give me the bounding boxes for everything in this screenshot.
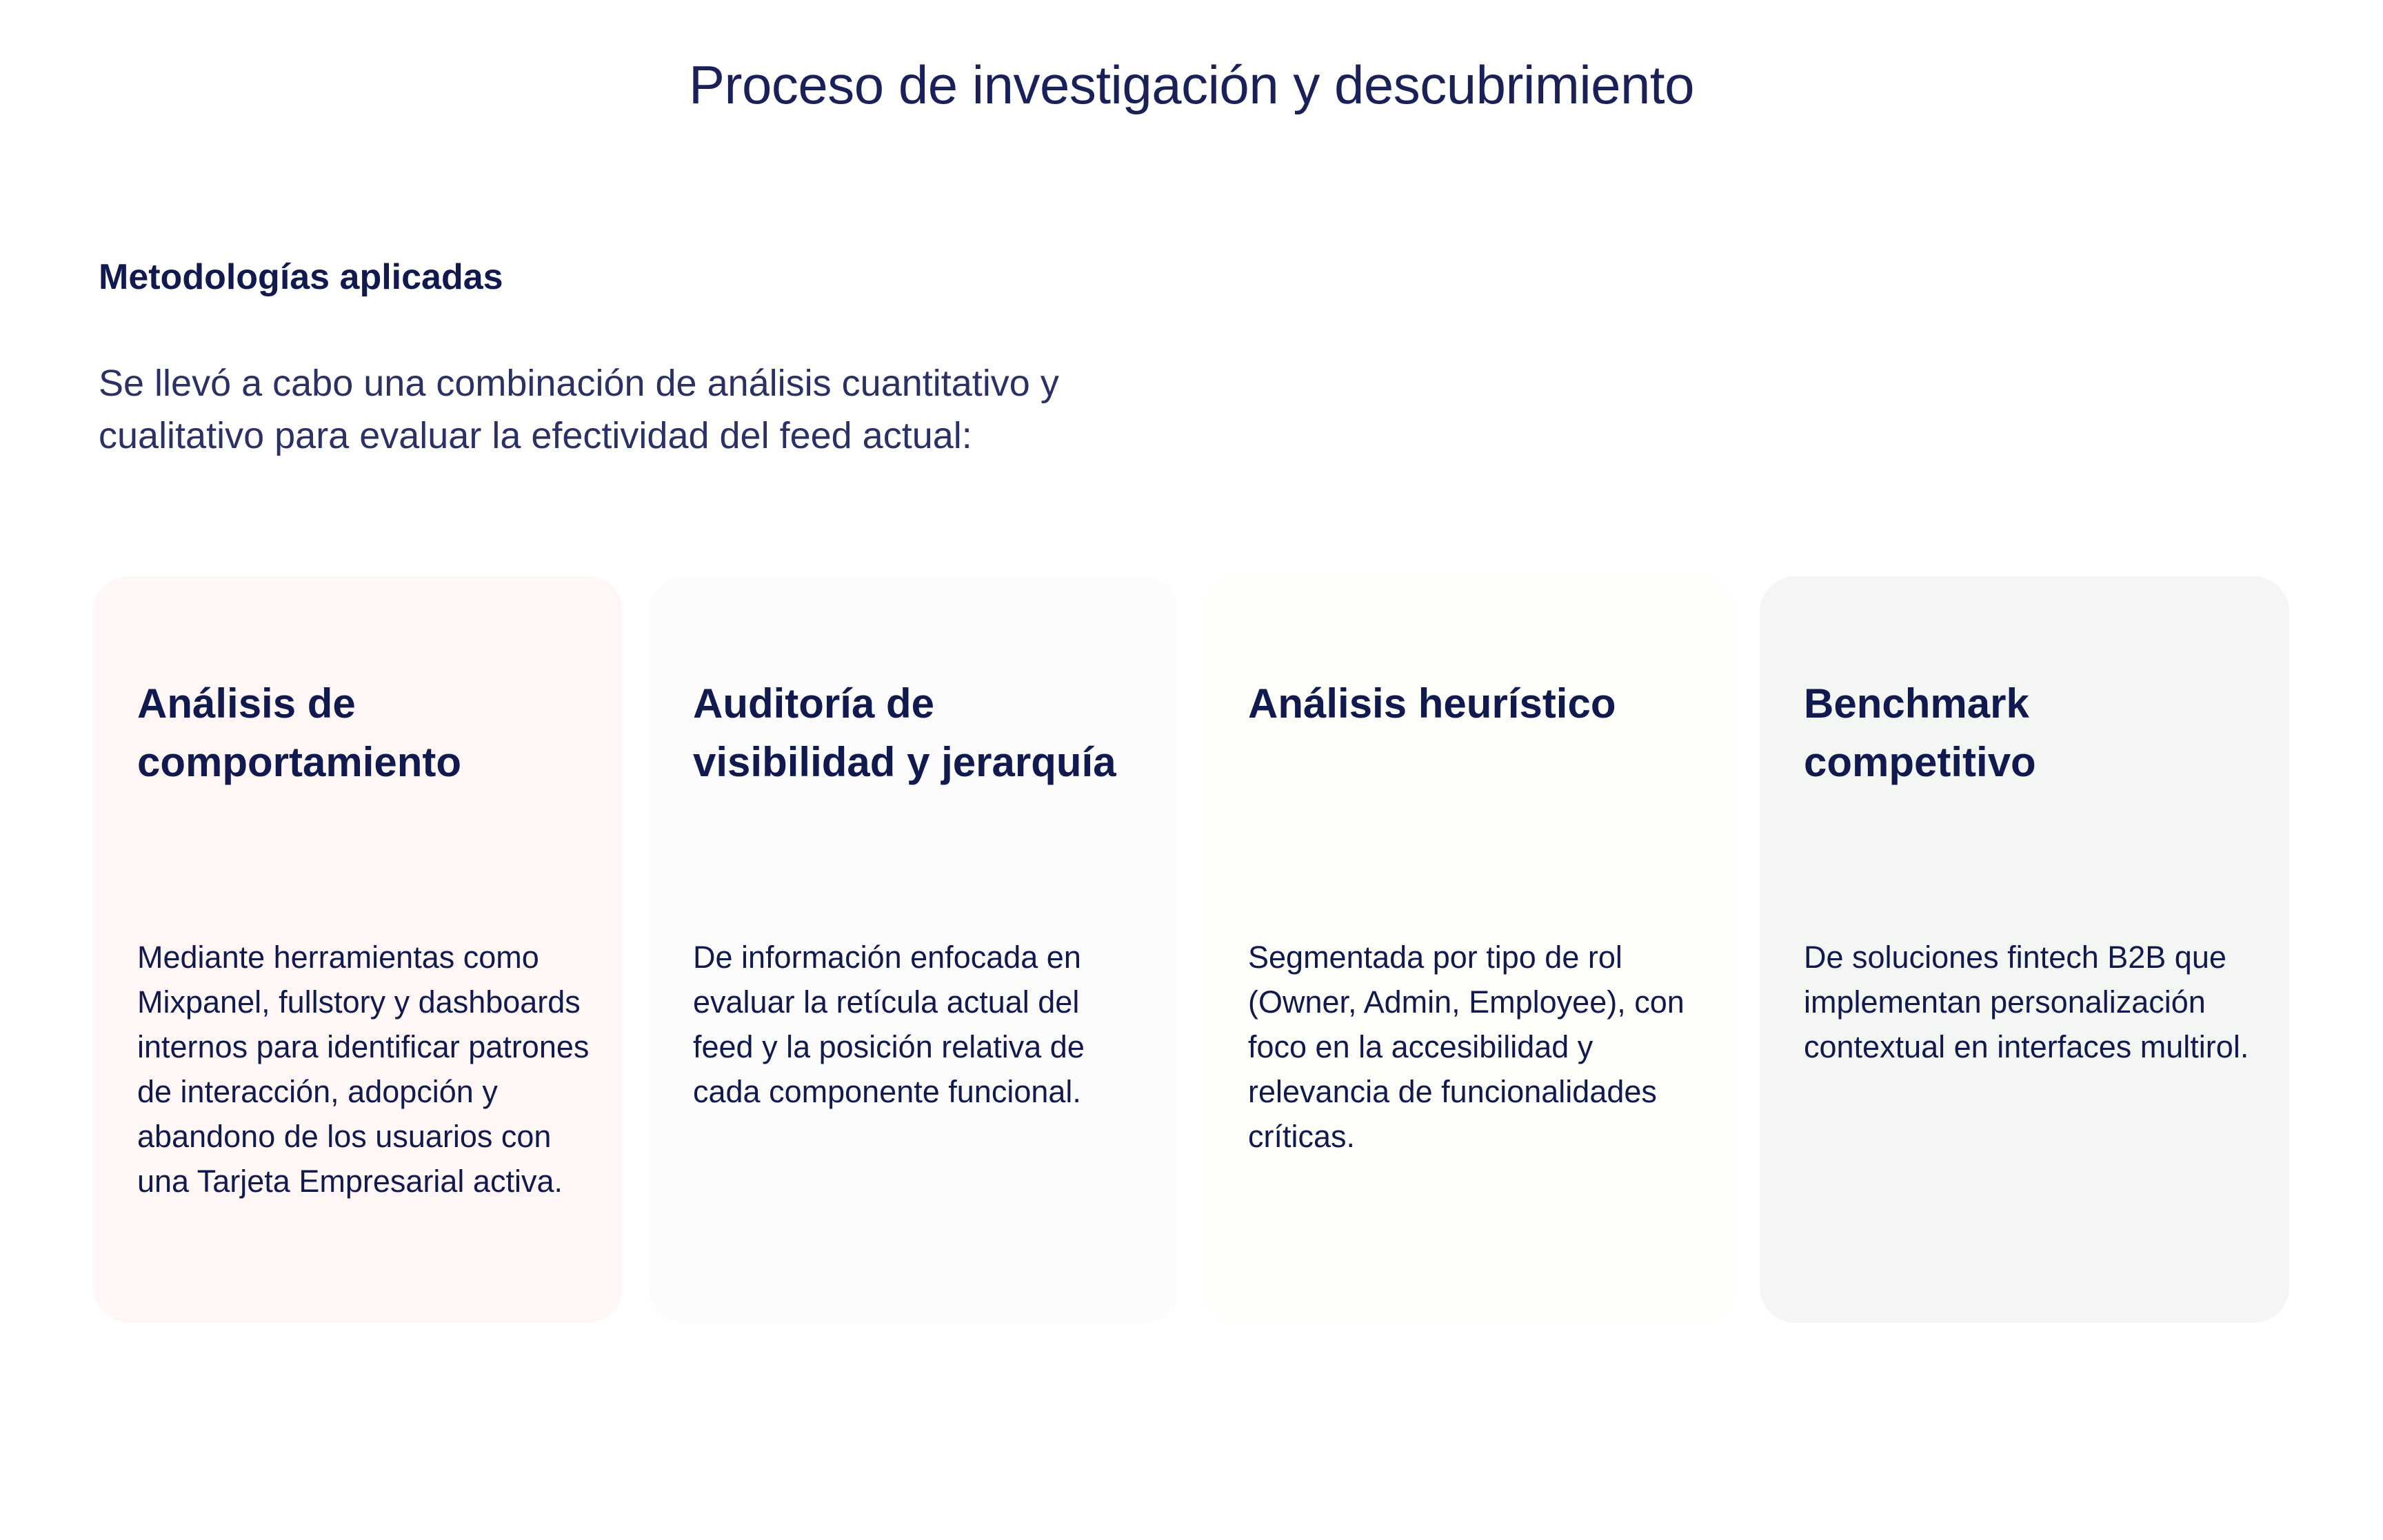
card-heuristic-analysis — [1204, 576, 1733, 1323]
card-title: Benchmark competitivo — [1804, 680, 2036, 785]
card-description: De información enfocada en evaluar la retícula actual del feed y la posición relativa de cada componente funcional. — [693, 940, 1085, 1109]
section-heading: Metodologías aplicadas — [99, 257, 503, 297]
card-title: Auditoría de visibilidad y jerarquía — [693, 680, 1116, 785]
card-description: Segmentada por tipo de rol (Owner, Admin, Employee), con foco en la accesibilidad y relevancia de funcionalidades críticas. — [1248, 940, 1685, 1154]
card-description: De soluciones fintech B2B que implementan personalización contextual en interfaces multirol. — [1804, 940, 2249, 1064]
page-title: Proceso de investigación y descubrimiento — [689, 54, 1694, 115]
card-visibility-audit — [649, 576, 1178, 1323]
card-title: Análisis de comportamiento — [137, 680, 462, 785]
card-competitive-benchmark — [1760, 576, 2289, 1323]
intro-paragraph: Se llevó a cabo una combinación de análisis cuantitativo y cualitativo para evaluar la efectividad del feed actual: — [99, 363, 1059, 456]
card-title: Análisis heurístico — [1248, 680, 1616, 727]
card-description: Mediante herramientas como Mixpanel, fullstory y dashboards internos para identificar patrones de interacción, adopción y abandono de los usuarios con una Tarjeta Empresarial activa. — [137, 940, 590, 1199]
card-behavior-analysis — [93, 576, 623, 1323]
